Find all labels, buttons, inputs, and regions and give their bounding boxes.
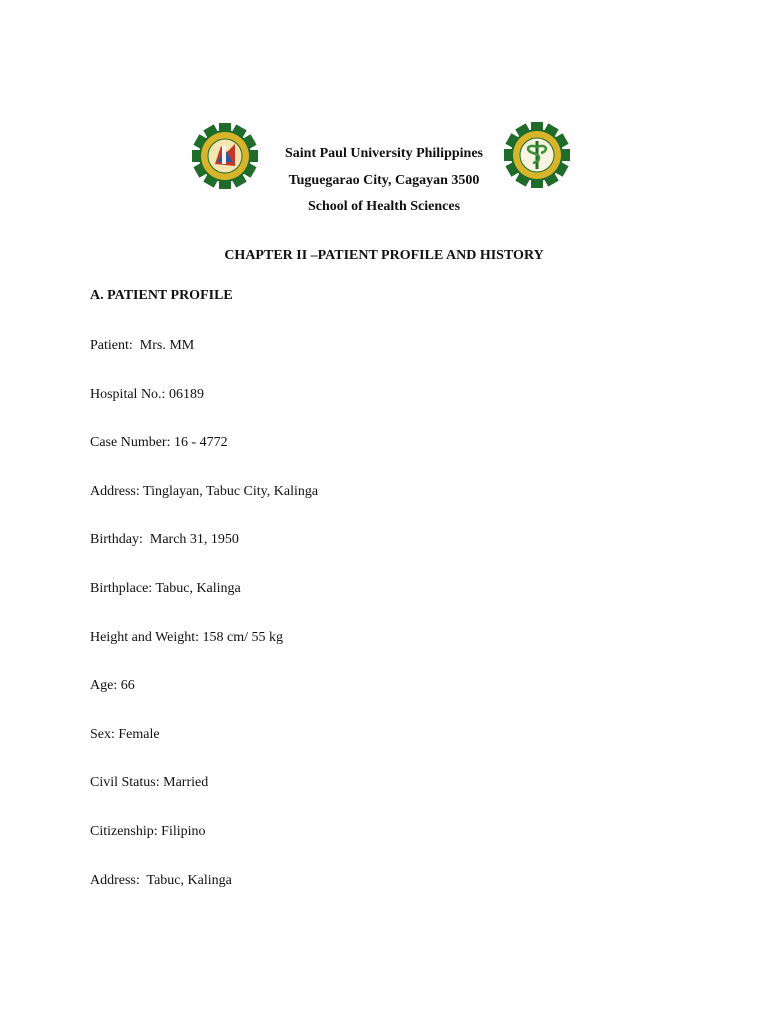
field-birthplace: Birthplace: Tabuc, Kalinga: [90, 580, 241, 596]
chapter-title: CHAPTER II –PATIENT PROFILE AND HISTORY: [224, 248, 544, 263]
patient-profile-fields: [90, 336, 318, 919]
university-location: Tuguegarao City, Cagayan 3500: [288, 172, 480, 188]
school-name: School of Health Sciences: [307, 199, 461, 214]
field-hospital-no: Hospital No.: 06189: [90, 386, 204, 402]
institution-header: [234, 141, 534, 221]
field-birthday: Birthday: March 31, 1950: [90, 532, 239, 548]
field-patient: Patient: Mrs. MM: [90, 338, 195, 353]
field-age: Age: 66: [90, 678, 135, 694]
field-civil-status: Civil Status: Married: [90, 775, 209, 791]
section-title: A. PATIENT PROFILE: [90, 288, 233, 303]
field-height-weight: Height and Weight: 158 cm/ 55 kg: [90, 629, 284, 645]
field-citizenship: Citizenship: Filipino: [90, 823, 206, 839]
field-address: Address: Tinglayan, Tabuc City, Kalinga: [90, 483, 319, 499]
field-address-2: Address: Tabuc, Kalinga: [90, 872, 232, 888]
university-name: Saint Paul University Philippines: [285, 146, 483, 161]
field-sex: Sex: Female: [90, 726, 160, 742]
field-case-number: Case Number: 16 - 4772: [90, 435, 228, 451]
